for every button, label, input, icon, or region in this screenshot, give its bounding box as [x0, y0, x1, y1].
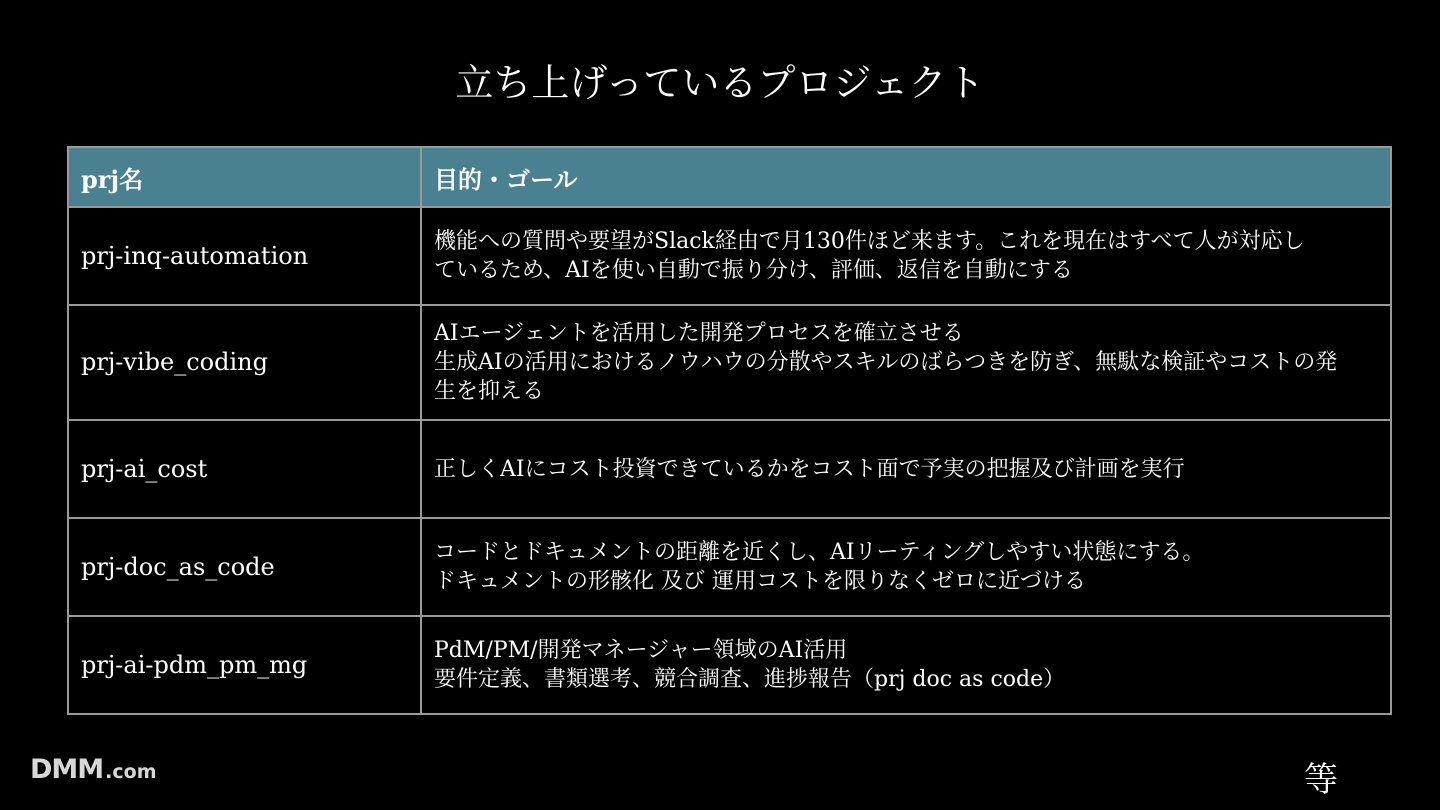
- project-name-cell: prj-vibe_coding: [68, 305, 421, 420]
- etc-label: 等: [1304, 760, 1338, 800]
- table-row: [68, 616, 1391, 714]
- page-title: 立ち上げっているプロジェクト: [455, 61, 985, 105]
- goal-line: ているため、AIを使い自動で振り分け、評価、返信を自動にする: [434, 258, 1073, 283]
- project-goal-cell: [421, 518, 1391, 616]
- project-name-cell: prj-ai_cost: [68, 420, 421, 518]
- table-row: [68, 305, 1391, 420]
- table-row: [68, 518, 1391, 616]
- goal-line: 要件定義、書類選考、競合調査、進捗報告（prj doc as code）: [434, 667, 1066, 692]
- project-table: [67, 146, 1392, 715]
- dmm-logo: [30, 754, 157, 784]
- project-name-cell: prj-doc_as_code: [68, 518, 421, 616]
- logo-main-text: DMM: [30, 754, 104, 785]
- column-header-prj-name: prj名: [68, 147, 421, 207]
- table-row: [68, 420, 1391, 518]
- goal-line: ドキュメントの形骸化 及び 運用コストを限りなくゼロに近づける: [434, 569, 1086, 594]
- project-goal-cell: [421, 616, 1391, 714]
- project-goal-cell: [421, 420, 1391, 518]
- table-row: [68, 207, 1391, 305]
- project-name-cell: prj-inq-automation: [68, 207, 421, 305]
- goal-line: 機能への質問や要望がSlack経由で月130件ほど来ます。これを現在はすべて人が対応し: [434, 229, 1305, 254]
- goal-line: 生を抑える: [434, 379, 545, 404]
- goal-line: PdM/PM/開発マネージャー領域のAI活用: [434, 638, 848, 663]
- goal-line: 正しくAIにコスト投資できているかをコスト面で予実の把握及び計画を実行: [434, 456, 1185, 482]
- project-goal-cell: [421, 207, 1391, 305]
- goal-line: 生成AIの活用におけるノウハウの分散やスキルのばらつきを防ぎ、無駄な検証やコストの発: [434, 350, 1338, 375]
- goal-line: AIエージェントを活用した開発プロセスを確立させる: [434, 321, 964, 346]
- project-name-cell: prj-ai-pdm_pm_mg: [68, 616, 421, 714]
- goal-line: コードとドキュメントの距離を近くし、AIリーティングしやすい状態にする。: [434, 540, 1205, 565]
- column-header-goal: 目的・ゴール: [421, 147, 1391, 207]
- project-goal-cell: [421, 305, 1391, 420]
- table-header-row: [68, 147, 1391, 207]
- logo-suffix-text: .com: [105, 761, 157, 783]
